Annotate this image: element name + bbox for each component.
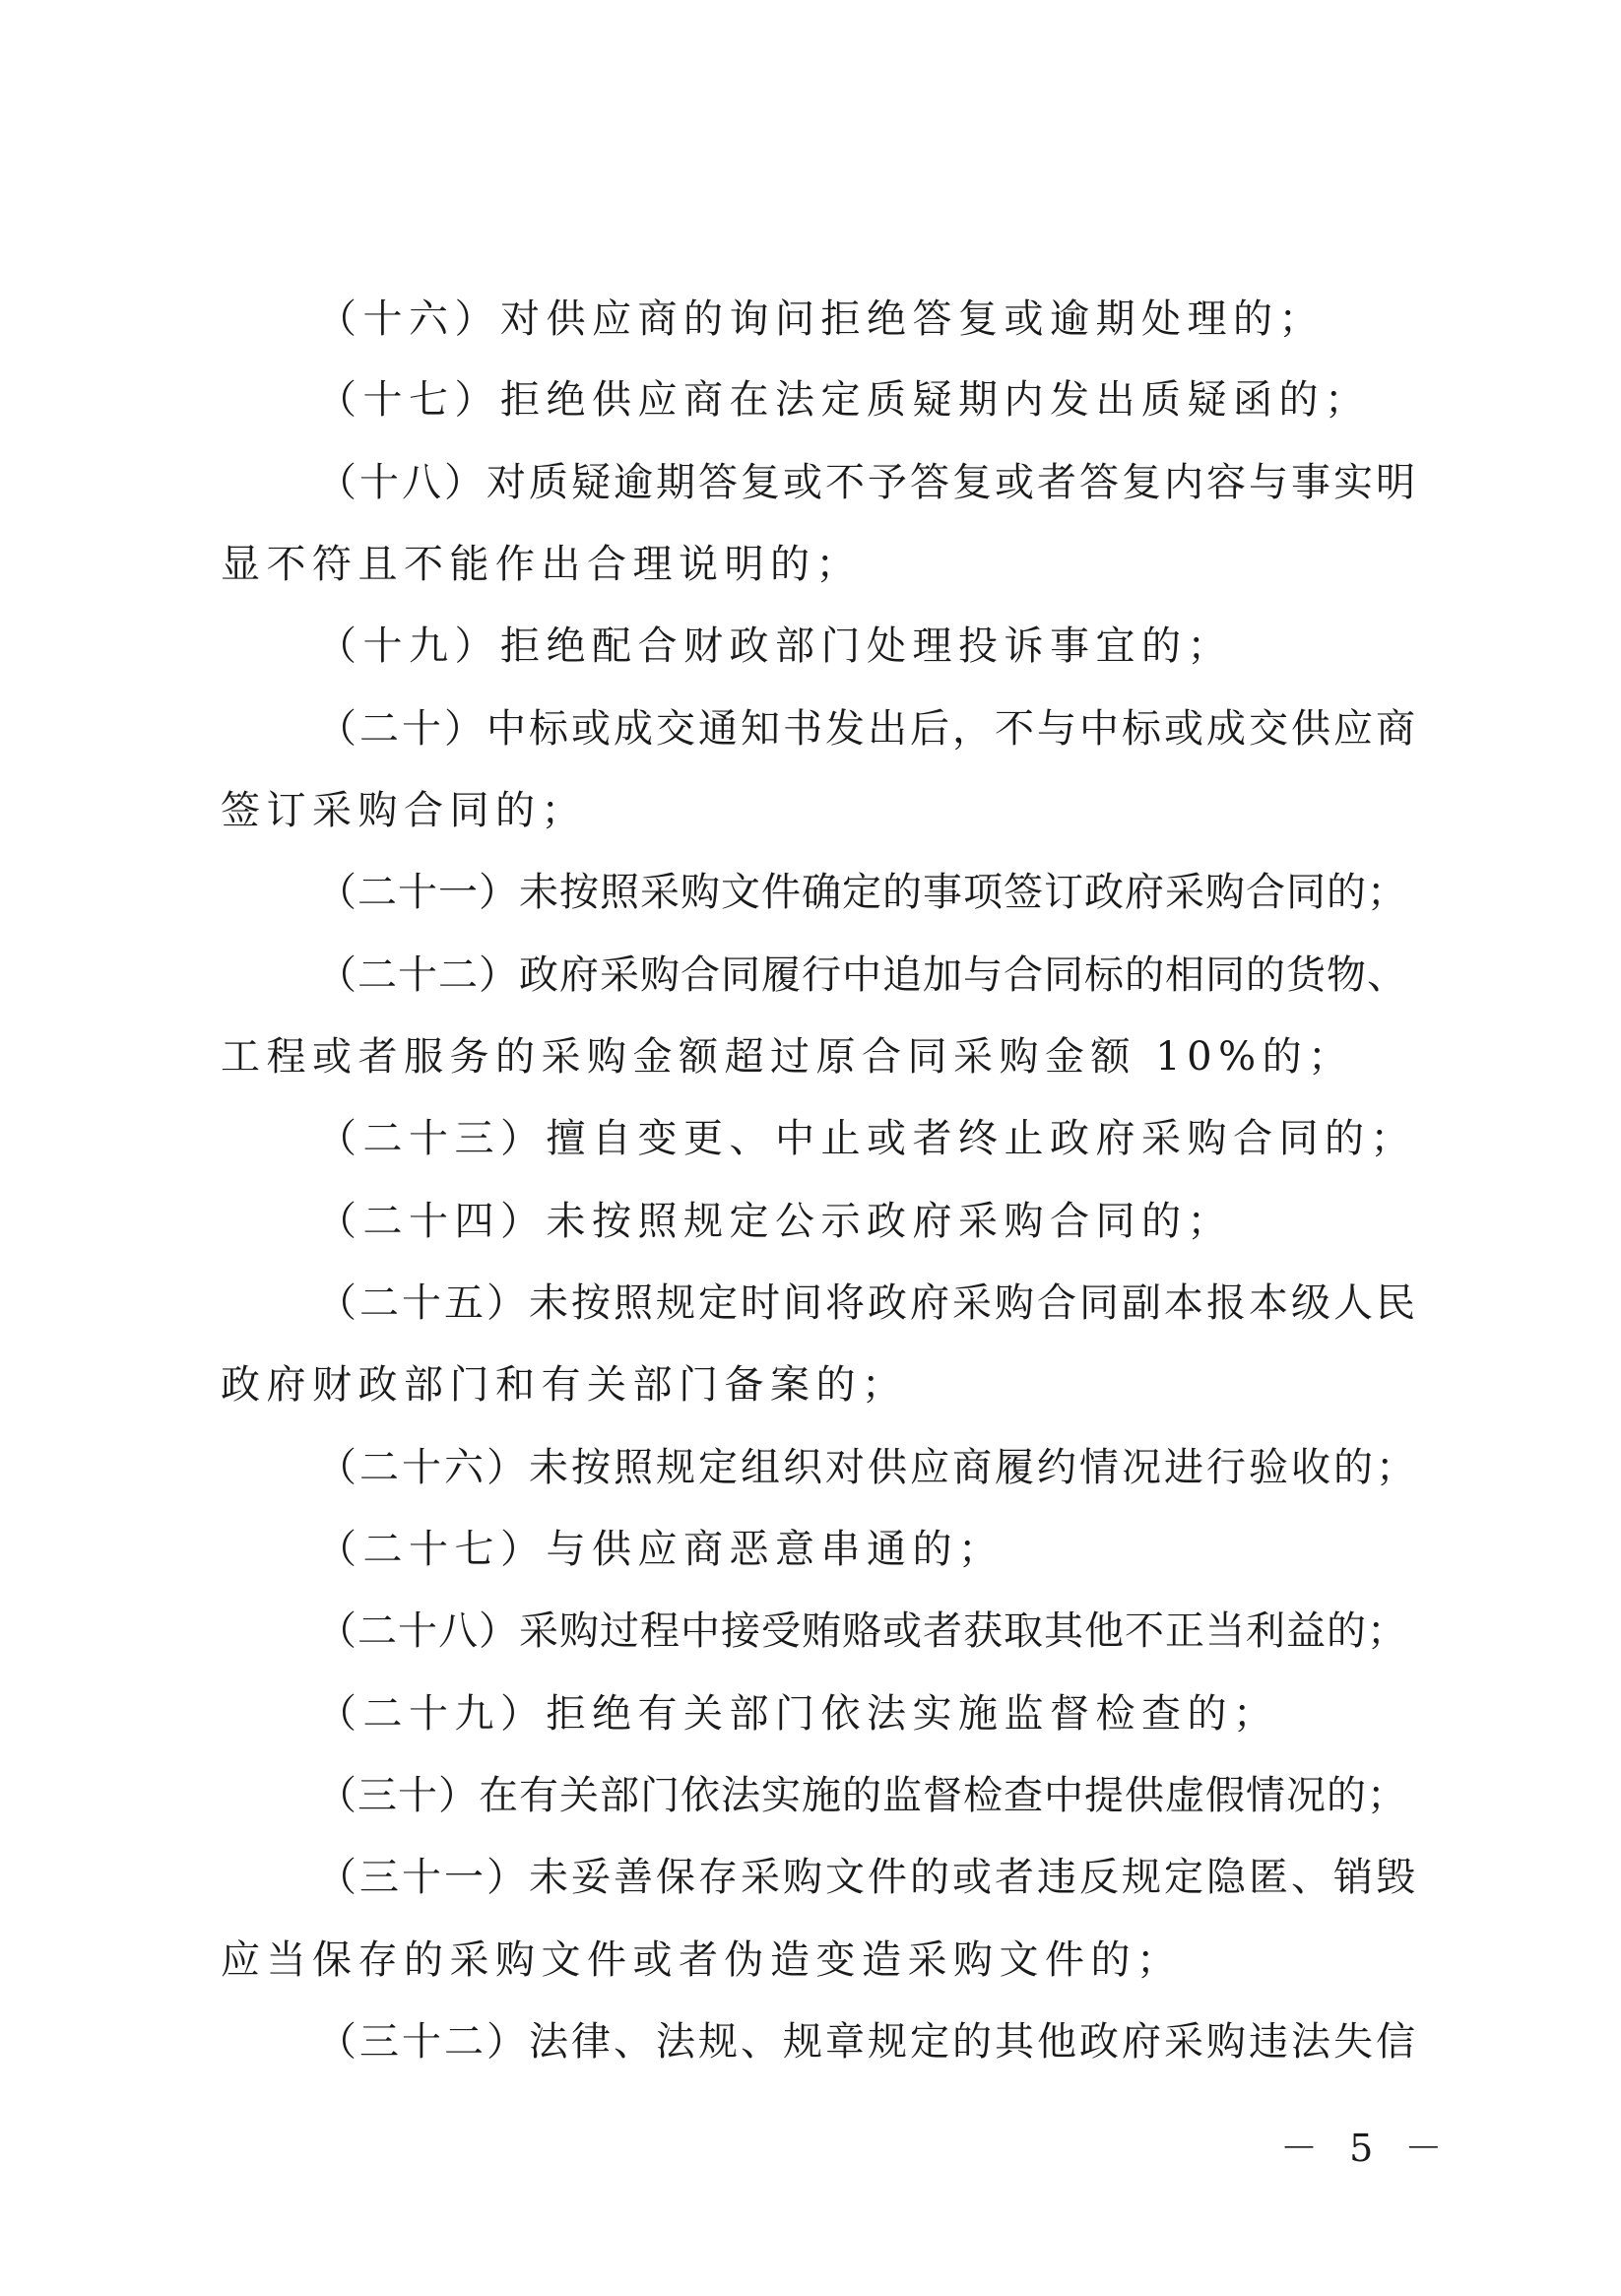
paragraph-24-line-1: （二十四）未按照规定公示政府采购合同的； <box>317 1199 1233 1244</box>
paragraph-18-line-2: 显不符且不能作出合理说明的； <box>221 542 862 587</box>
paragraph-16-line-1: （十六）对供应商的询问拒绝答复或逾期处理的； <box>317 296 1325 342</box>
paragraph-19-line-1: （十九）拒绝配合财政部门处理投诉事宜的； <box>317 623 1233 669</box>
paragraph-21-line-1: （二十一）未按照采购文件确定的事项签订政府采购合同的； <box>317 870 1407 915</box>
paragraph-22-line-2: 工程或者服务的采购金额超过原合同采购金额 10%的； <box>221 1034 1354 1080</box>
paragraph-18-line-1: （十八）对质疑逾期答复或不予答复或者答复内容与事实明 <box>317 460 1418 505</box>
paragraph-23-line-1: （二十三）擅自变更、中止或者终止政府采购合同的； <box>317 1116 1416 1161</box>
paragraph-25-line-1: （二十五）未按照规定时间将政府采购合同副本报本级人民 <box>317 1280 1418 1326</box>
paragraph-25-line-2: 政府财政部门和有关部门备案的； <box>221 1362 908 1408</box>
paragraph-29-line-1: （二十九）拒绝有关部门依法实施监督检查的； <box>317 1691 1279 1737</box>
paragraph-31-line-2: 应当保存的采购文件或者伪造变造采购文件的； <box>221 1937 1183 1983</box>
paragraph-17-line-1: （十七）拒绝供应商在法定质疑期内发出质疑函的； <box>317 377 1371 423</box>
paragraph-31-line-1: （三十一）未妥善保存采购文件的或者违反规定隐匿、销毁 <box>317 1855 1418 1900</box>
paragraph-32-line-1: （三十二）法律、法规、规章规定的其他政府采购违法失信 <box>317 2019 1418 2065</box>
paragraph-30-line-1: （三十）在有关部门依法实施的监督检查中提供虚假情况的； <box>317 1773 1407 1818</box>
paragraph-26-line-1: （二十六）未按照规定组织对供应商履约情况进行验收的； <box>317 1445 1418 1490</box>
paragraph-28-line-1: （二十八）采购过程中接受贿赂或者获取其他不正当利益的； <box>317 1608 1407 1654</box>
paragraph-22-line-1: （二十二）政府采购合同履行中追加与合同标的相同的货物、 <box>317 952 1407 998</box>
page-number: － 5 － <box>1280 2127 1453 2170</box>
paragraph-20-line-1: （二十）中标或成交通知书发出后，不与中标或成交供应商 <box>317 706 1418 752</box>
paragraph-20-line-2: 签订采购合同的； <box>221 788 587 833</box>
paragraph-27-line-1: （二十七）与供应商恶意串通的； <box>317 1527 1005 1572</box>
